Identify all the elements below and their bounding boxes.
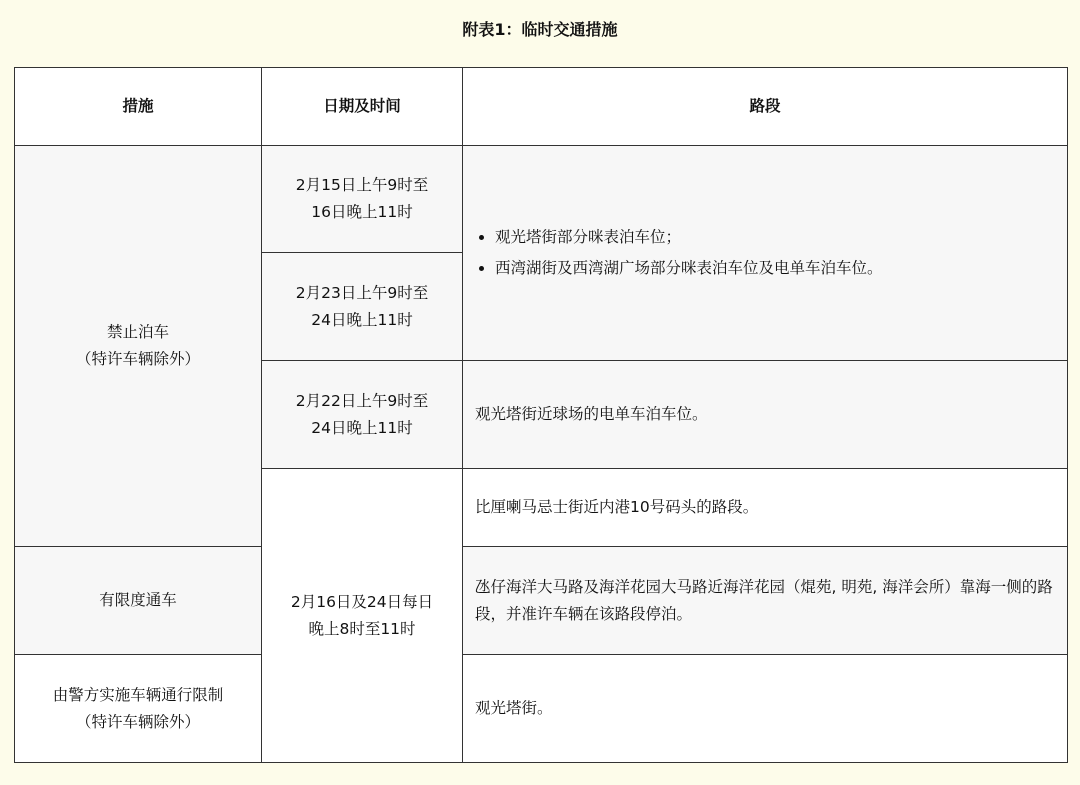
section-cell-2: 观光塔街近球场的电单车泊车位。 xyxy=(463,361,1068,469)
traffic-measures-table xyxy=(14,67,1068,763)
list-item: • 观光塔街部分咪表泊车位； xyxy=(495,222,1055,253)
header-measure: 措施 xyxy=(15,68,262,146)
header-datetime: 日期及时间 xyxy=(262,68,463,146)
date-1-line2: 16日晚上11时 xyxy=(311,203,413,221)
date-3-line2: 24日晚上11时 xyxy=(311,418,413,437)
table-row xyxy=(15,655,1068,763)
date-cell-1 xyxy=(262,146,463,253)
header-row xyxy=(15,68,1068,146)
date-4-line1: 2月16日及24日每日 xyxy=(290,592,434,611)
date-cell-3 xyxy=(262,361,463,469)
date-cell-4 xyxy=(262,469,463,763)
measure-police-note: （特许车辆除外） xyxy=(75,712,200,731)
date-cell-2 xyxy=(262,253,463,361)
section-1-list xyxy=(475,222,1055,284)
table-title: 附表1：临时交通措施 xyxy=(462,20,618,39)
list-item: • 西湾湖街及西湾湖广场部分咪表泊车位及电单车泊车位。 xyxy=(495,253,1055,284)
header-section: 路段 xyxy=(463,68,1068,146)
measure-police xyxy=(15,655,262,763)
date-3-line1: 2月22日上午9时至 xyxy=(295,391,429,410)
measure-no-parking xyxy=(15,146,262,547)
table-row xyxy=(15,547,1068,655)
measure-no-parking-label: 禁止泊车 xyxy=(106,323,169,341)
table-row xyxy=(15,146,1068,253)
section-cell-5: 观光塔街。 xyxy=(463,655,1068,763)
section-cell-3: 比厘喇马忌士街近内港10号码头的路段。 xyxy=(463,469,1068,547)
measure-police-label: 由警方实施车辆通行限制 xyxy=(52,685,224,704)
section-cell-1 xyxy=(463,146,1068,361)
section-cell-4: 氹仔海洋大马路及海洋花园大马路近海洋花园（焜苑, 明苑, 海洋会所）靠海一侧的路段，并准许车辆在该路段停泊。 xyxy=(463,547,1068,655)
date-4-line2: 晚上8时至11时 xyxy=(308,619,416,638)
date-2-line2: 24日晚上11时 xyxy=(311,310,413,329)
measure-no-parking-note: （特许车辆除外） xyxy=(75,350,200,368)
date-1-line1: 2月15日上午9时至 xyxy=(295,176,429,194)
measure-limited: 有限度通车 xyxy=(15,547,262,655)
date-2-line1: 2月23日上午9时至 xyxy=(295,283,429,302)
